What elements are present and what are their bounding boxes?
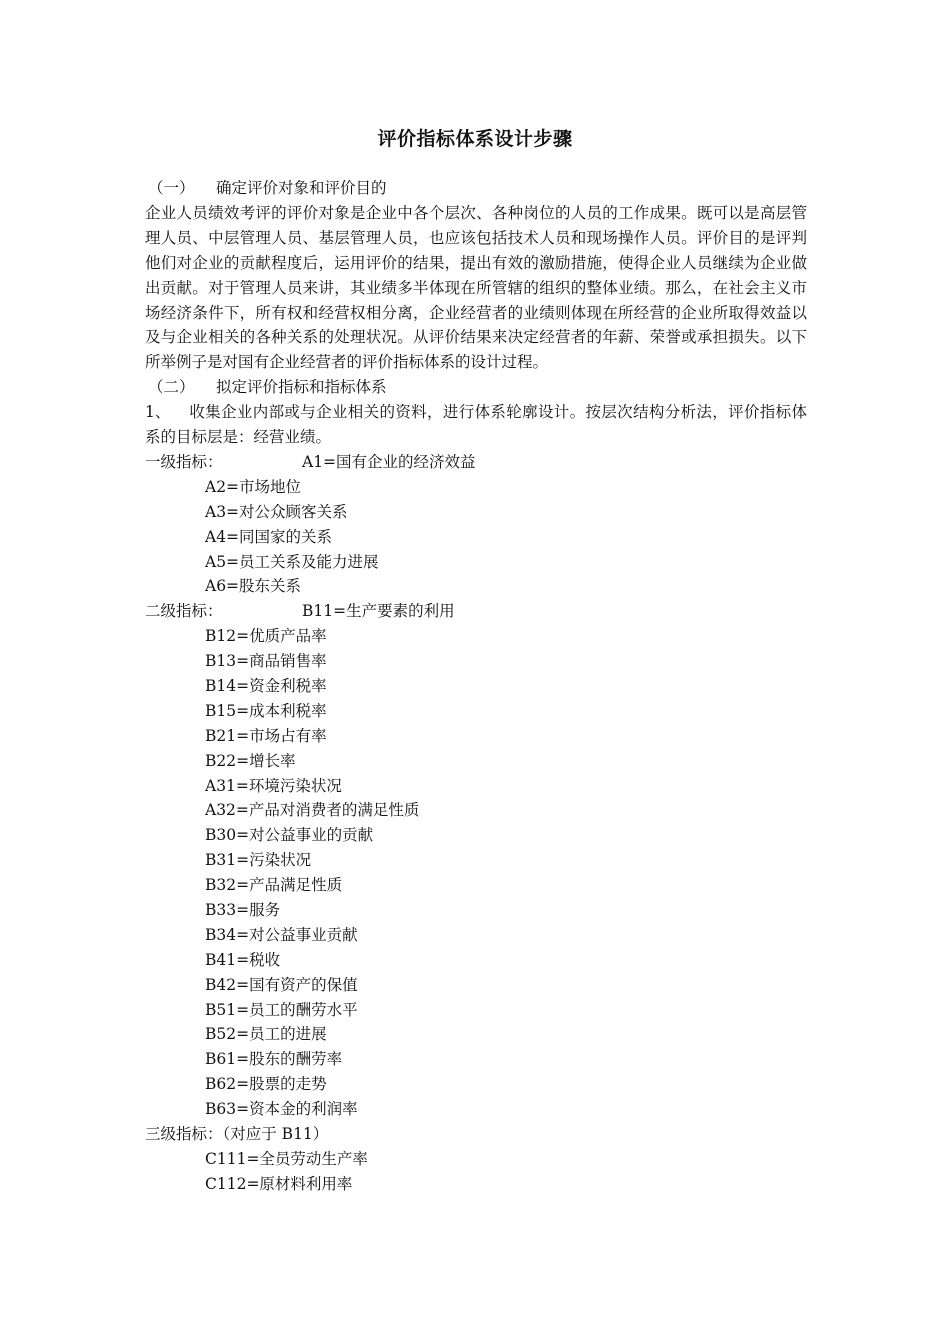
indicator-item: C112=原材料利用率 (205, 1174, 353, 1193)
indicator-item: A32=产品对消费者的满足性质 (205, 801, 420, 820)
section-heading-1 (145, 176, 810, 201)
level-1-list (145, 475, 810, 599)
step-text: 收集企业内部或与企业相关的资料，进行体系轮廓设计。按层次结构分析法，评价指标体系的目标层是：经营业绩。 (145, 403, 807, 447)
indicator-item: B63=资本金的利润率 (205, 1100, 358, 1119)
indicator-item: A2=市场地位 (205, 477, 302, 496)
indicator-item: B22=增长率 (205, 751, 296, 770)
level-1-heading (145, 450, 810, 475)
level-3-list (145, 1147, 810, 1197)
section-title-1: 确定评价对象和评价目的 (216, 179, 387, 197)
section-1-paragraph: 企业人员绩效考评的评价对象是企业中各个层次、各种岗位的人员的工作成果。既可以是高层管理人员、中层管理人员、基层管理人员，也应该包括技术人员和现场操作人员。评价目的是评判他们对企业的贡献程度后，运用评价的结果，提出有效的激励措施，使得企业人员继续为企业做出贡献。对于管理人员来讲，其业绩多半体现在所管辖的组织的整体业绩。那么，在社会主义市场经济条件下，所有权和经营权相分离，企业经营者的业绩则体现在所经营的企业所取得效益以及与企业相关的各种关系的处理状况。从评价结果来决定经营者的年薪、荣誉或承担损失。以下所举例子是对国有企业经营者的评价指标体系的设计过程。 (145, 203, 807, 372)
document-title: 评价指标体系设计步骤 (377, 128, 573, 150)
level-2-first-item: B11=生产要素的利用 (302, 602, 455, 621)
indicator-item: B32=产品满足性质 (205, 876, 343, 895)
level-3-heading: 三级指标：（对应于 B11） (145, 1124, 329, 1143)
level-1-label: 一级指标： (145, 452, 223, 471)
indicator-item: B15=成本利税率 (205, 701, 327, 720)
indicator-item: B30=对公益事业的贡献 (205, 826, 374, 845)
document-body (145, 176, 810, 1197)
indicator-item: A31=环境污染状况 (205, 776, 342, 795)
section-heading-2 (145, 375, 810, 400)
indicator-item: B62=股票的走势 (205, 1075, 327, 1094)
section-label-2: （二） (148, 378, 195, 397)
indicator-item: B12=优质产品率 (205, 627, 327, 646)
indicator-item: A3=对公众顾客关系 (205, 502, 348, 521)
indicator-item: B33=服务 (205, 900, 281, 919)
section-label-1: （一） (148, 179, 195, 197)
indicator-item: B34=对公益事业贡献 (205, 925, 358, 944)
indicator-item: A6=股东关系 (205, 577, 302, 596)
indicator-item: B51=员工的酬劳水平 (205, 1000, 358, 1019)
indicator-item: B61=股东的酬劳率 (205, 1050, 343, 1069)
level-1-first-item: A1=国有企业的经济效益 (302, 452, 476, 471)
step-1-paragraph (145, 400, 807, 450)
indicator-item: B14=资金利税率 (205, 676, 327, 695)
indicator-item: B52=员工的进展 (205, 1025, 327, 1044)
level-2-heading (145, 599, 810, 624)
level-2-list (145, 624, 810, 1122)
indicator-item: A5=员工关系及能力进展 (205, 552, 379, 571)
indicator-item: B31=污染状况 (205, 851, 312, 870)
indicator-item: B42=国有资产的保值 (205, 975, 358, 994)
section-title-2: 拟定评价指标和指标体系 (216, 378, 387, 397)
indicator-item: B21=市场占有率 (205, 726, 327, 745)
indicator-item: C111=全员劳动生产率 (205, 1149, 368, 1168)
indicator-item: A4=同国家的关系 (205, 527, 333, 546)
indicator-item: B41=税收 (205, 950, 281, 969)
indicator-item: B13=商品销售率 (205, 652, 327, 671)
level-2-label: 二级指标： (145, 602, 223, 621)
step-number: 1、 (145, 403, 171, 422)
